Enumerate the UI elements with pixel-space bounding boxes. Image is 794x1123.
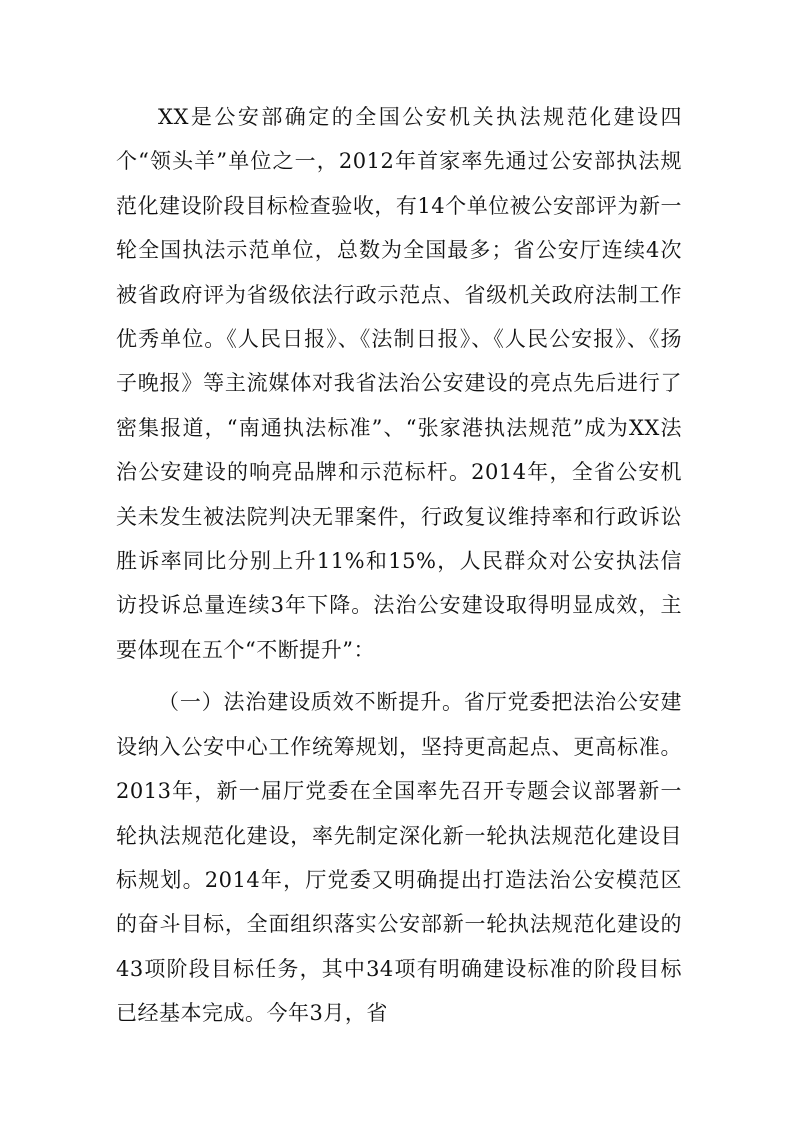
section-heading: （一）法治建设质效不断提升。 <box>158 690 464 715</box>
document-body <box>116 95 682 1036</box>
section-body-text: 省厅党委把法治公安建设纳入公安中心工作统筹规划，坚持更高起点、更高标准。2013年，新一届厅党委在全国率先召开专题会议部署新一轮执法规范化建设，率先制定深化新一轮执法规范化建设目标规划。2014年，厅党委又明确提出打造法治公安模范区的奋斗目标，全面组织落实公安部新一轮执法规范化建设的43项阶段目标任务，其中34项有明确建设标准的阶段目标已经基本完成。今年3月，省 <box>116 690 683 1026</box>
paragraph-section-1 <box>116 680 682 1035</box>
paragraph-intro: XX是公安部确定的全国公安机关执法规范化建设四个“领头羊”单位之一，2012年首家率先通过公安部执法规范化建设阶段目标检查验收，有14个单位被公安部评为新一轮全国执法示范单位，总数为全国最多；省公安厅连续4次被省政府评为省级依法行政示范点、省级机关政府法制工作优秀单位。《人民日报》、《法制日报》、《人民公安报》、《扬子晚报》等主流媒体对我省法治公安建设的亮点先后进行了密集报道，“南通执法标准”、“张家港执法规范”成为XX法治公安建设的响亮品牌和示范标杆。2014年，全省公安机关未发生被法院判决无罪案件，行政复议维持率和行政诉讼胜诉率同比分别上升11%和15%，人民群众对公安执法信访投诉总量连续3年下降。法治公安建设取得明显成效，主要体现在五个“不断提升”： <box>116 105 682 662</box>
